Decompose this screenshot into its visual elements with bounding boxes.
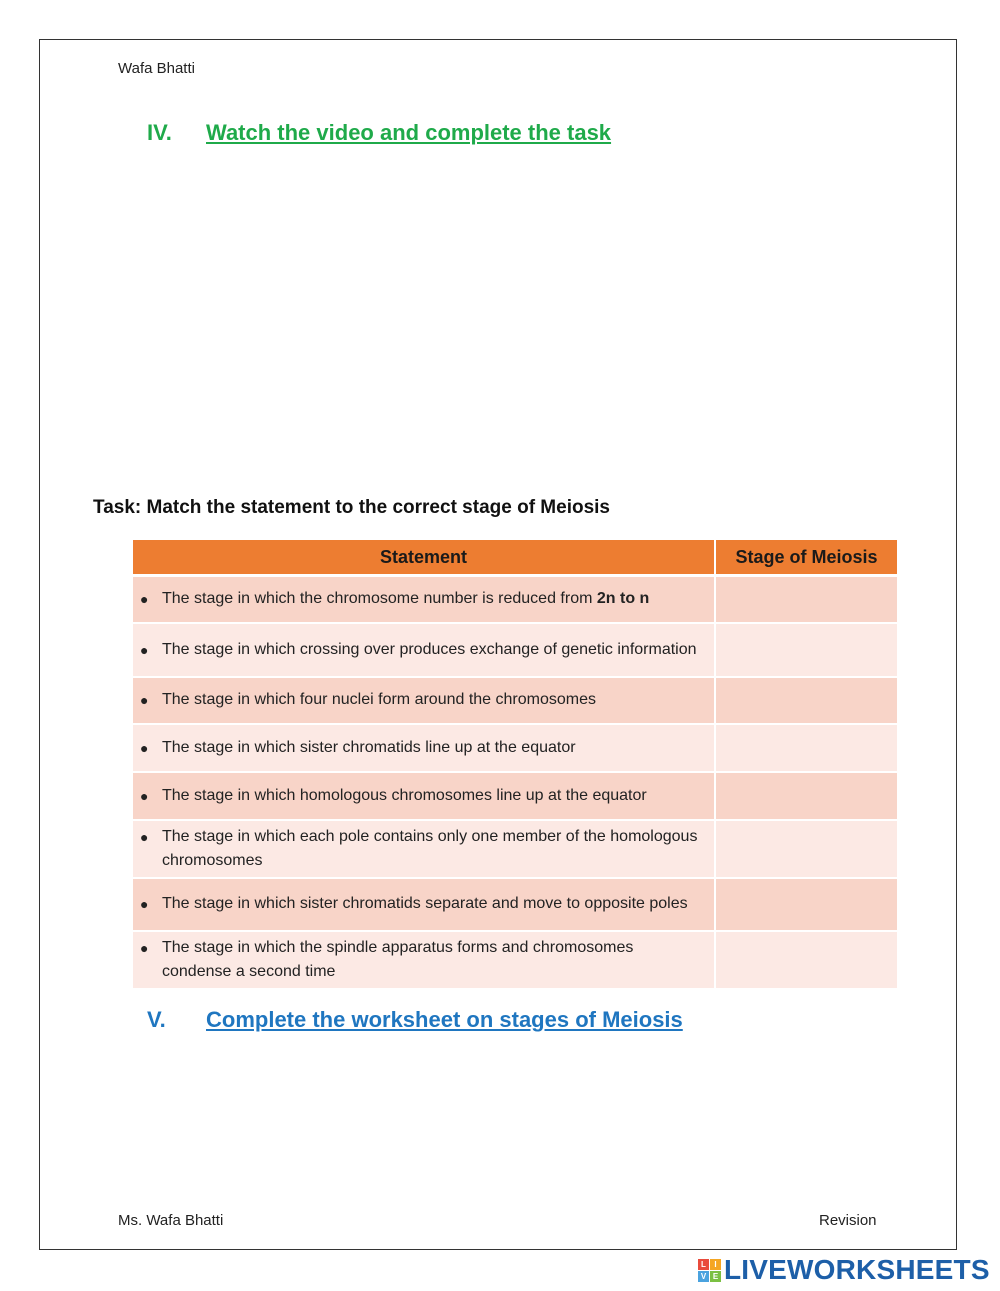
- logo-letter: L: [698, 1259, 709, 1270]
- section-iv-title: Watch the video and complete the task: [206, 120, 612, 145]
- bullet-icon: ●: [140, 641, 149, 658]
- liveworksheets-wordmark: LIVEWORKSHEETS: [724, 1254, 990, 1285]
- bullet-icon: ●: [140, 739, 149, 756]
- statement-cell: [133, 878, 715, 931]
- logo-letter: V: [698, 1271, 709, 1282]
- column-header-stage: Stage of Meiosis: [715, 540, 897, 576]
- table-row: [133, 724, 897, 772]
- bullet-icon: ●: [140, 828, 149, 845]
- statement-text: The stage in which homologous chromosomes line up at the equator: [162, 786, 647, 804]
- liveworksheets-logo-icon: [698, 1259, 721, 1282]
- bullet-icon: ●: [140, 787, 149, 804]
- header-author: Wafa Bhatti: [118, 60, 195, 77]
- logo-letter: I: [710, 1259, 721, 1270]
- bullet-icon: ●: [140, 939, 149, 956]
- bullet-icon: ●: [140, 591, 149, 608]
- statement-cell: [133, 820, 715, 878]
- stage-answer-cell[interactable]: [715, 772, 897, 820]
- table-header-row: [133, 540, 897, 576]
- column-header-statement: Statement: [133, 540, 715, 576]
- statement-cell: [133, 724, 715, 772]
- bullet-icon: ●: [140, 896, 149, 912]
- footer-author: Ms. Wafa Bhatti: [118, 1212, 224, 1229]
- table-row: [133, 878, 897, 931]
- statement-text: The stage in which each pole contains only one member of the homologous chromosomes: [162, 827, 698, 869]
- statement-emphasis: 2n to n: [596, 590, 650, 608]
- table-row: [133, 772, 897, 820]
- meiosis-matching-table: [133, 540, 897, 990]
- statement-cell: [133, 677, 715, 724]
- section-v-title: Complete the worksheet on stages of Meiosis: [206, 1007, 683, 1032]
- statement-text: The stage in which sister chromatids line up at the equator: [162, 738, 576, 756]
- table-row: [133, 576, 897, 623]
- section-v-number: V.: [147, 1007, 166, 1032]
- footer-label: Revision: [819, 1212, 877, 1229]
- stage-answer-cell[interactable]: [715, 878, 897, 931]
- table-row: [133, 677, 897, 724]
- section-iv-number: IV.: [147, 120, 172, 145]
- statement-text: The stage in which sister chromatids separate and move to opposite poles: [162, 895, 688, 912]
- liveworksheets-brand: [698, 1253, 990, 1287]
- statement-cell: [133, 772, 715, 820]
- table-row: [133, 931, 897, 989]
- statement-text: The stage in which crossing over produces exchange of genetic information: [162, 640, 697, 658]
- stage-answer-cell[interactable]: [715, 677, 897, 724]
- statement-cell: [133, 931, 715, 989]
- bullet-icon: ●: [140, 692, 149, 708]
- table-row: [133, 820, 897, 878]
- stage-answer-cell[interactable]: [715, 820, 897, 878]
- video-embed-area[interactable]: [140, 170, 860, 470]
- logo-letter: E: [710, 1271, 721, 1282]
- task-title: Task: Match the statement to the correct stage of Meiosis: [93, 497, 610, 518]
- table-row: [133, 623, 897, 677]
- stage-answer-cell[interactable]: [715, 931, 897, 989]
- stage-answer-cell[interactable]: [715, 724, 897, 772]
- stage-answer-cell[interactable]: [715, 576, 897, 623]
- statement-cell: [133, 576, 715, 623]
- statement-cell: [133, 623, 715, 677]
- statement-text: The stage in which the spindle apparatus forms and chromosomes condense a second time: [162, 938, 634, 980]
- stage-answer-cell[interactable]: [715, 623, 897, 677]
- statement-text: The stage in which the chromosome number is reduced from: [162, 590, 597, 608]
- statement-text: The stage in which four nuclei form around the chromosomes: [162, 691, 596, 708]
